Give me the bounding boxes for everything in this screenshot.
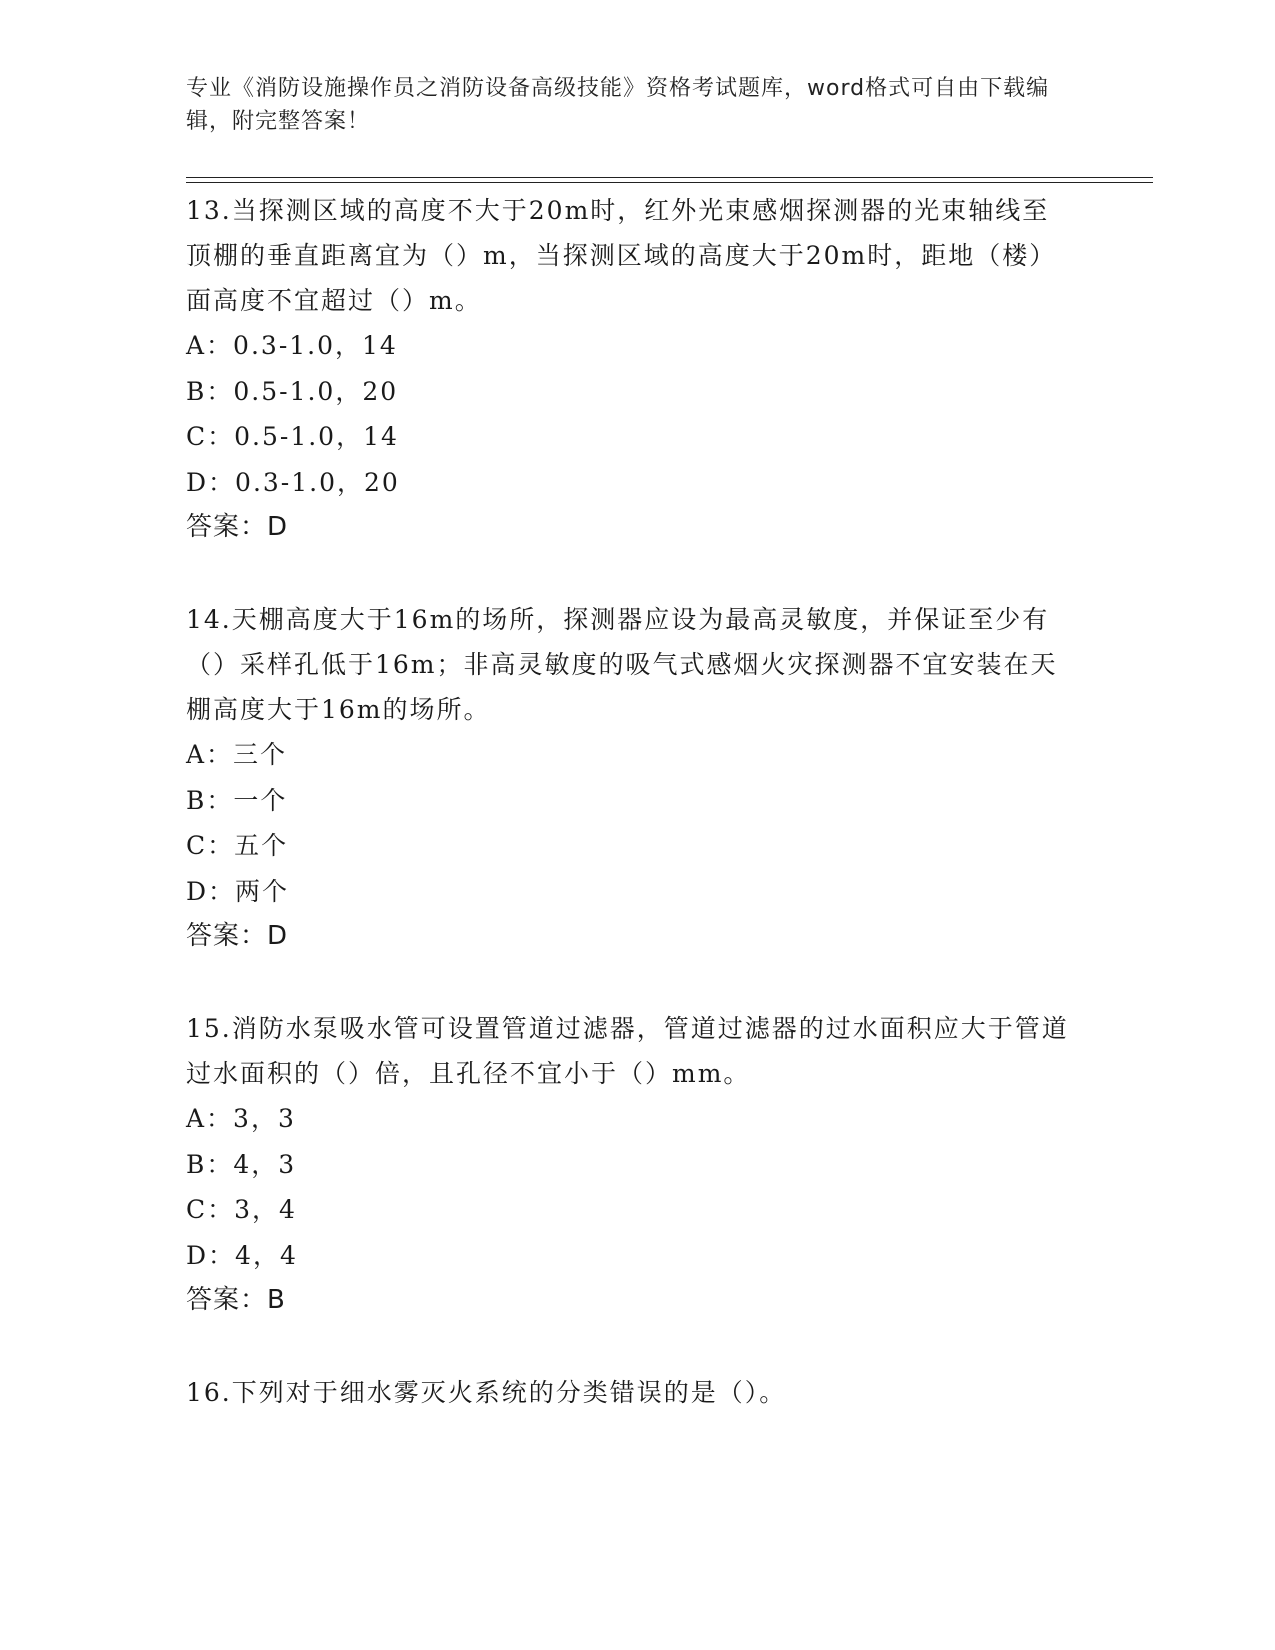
question-list [186,188,1076,1415]
question-stem: 15.消防水泵吸水管可设置管道过滤器，管道过滤器的过水面积应大于管道过水面积的（）倍，且孔径不宜小于（）mm。 [186,1014,1069,1088]
option-a: A：3，3 [186,1104,296,1133]
header-divider-top [186,177,1153,178]
answer-label: 答案：D [186,921,289,951]
question-15 [186,1006,1076,1323]
question-spacer [186,959,1076,1006]
option-c: C：五个 [186,831,289,860]
answer-label: 答案：D [186,512,289,542]
option-d: D：0.3-1.0，20 [186,467,400,497]
document-header: 专业《消防设施操作员之消防设备高级技能》资格考试题库，word格式可自由下载编辑，附完整答案！ [186,76,1050,134]
option-b: B：一个 [186,785,288,815]
question-spacer [186,1323,1076,1370]
option-c: C：3，4 [186,1195,297,1224]
question-14 [186,597,1076,959]
option-b: B：4，3 [186,1149,297,1179]
question-16 [186,1370,1076,1415]
header-divider-bottom [186,182,1153,183]
question-stem: 16.下列对于细水雾灭火系统的分类错误的是（）。 [186,1378,787,1407]
option-d: D：两个 [186,876,290,906]
question-13 [186,188,1076,550]
question-stem: 14.天棚高度大于16m的场所，探测器应设为最高灵敏度，并保证至少有（）采样孔低于16m；非高灵敏度的吸气式感烟火灾探测器不宜安装在天棚高度大于16m的场所。 [186,605,1058,724]
option-a: A：0.3-1.0，14 [186,331,398,360]
option-b: B：0.5-1.0，20 [186,376,399,406]
question-spacer [186,550,1076,597]
option-d: D：4，4 [186,1240,298,1270]
option-c: C：0.5-1.0，14 [186,422,399,451]
question-stem: 13.当探测区域的高度不大于20m时，红外光束感烟探测器的光束轴线至顶棚的垂直距离宜为（）m，当探测区域的高度大于20m时，距地（楼）面高度不宜超过（）m。 [186,196,1057,315]
answer-label: 答案：B [186,1285,286,1315]
option-a: A：三个 [186,740,288,769]
